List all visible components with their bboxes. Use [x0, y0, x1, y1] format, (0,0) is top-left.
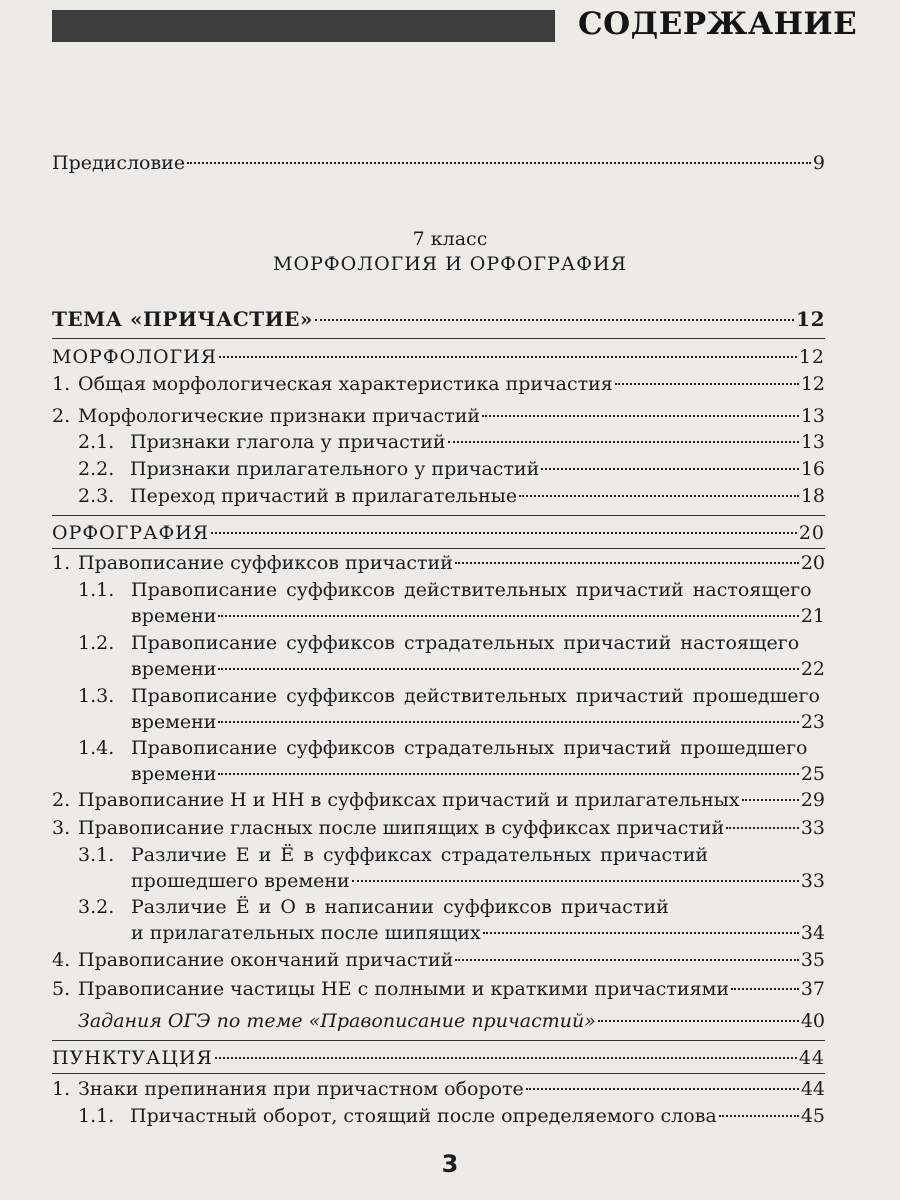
- toc-entry[interactable]: [52, 976, 825, 1002]
- header-bar: [52, 10, 555, 42]
- toc-entry-oge-tasks[interactable]: [78, 1008, 825, 1034]
- toc-entry-title: Предисловие: [52, 152, 186, 174]
- toc-entry-title: Задания ОГЭ по теме «Правописание причастий»: [78, 1010, 596, 1032]
- toc-entry-title-line1: Правописание суффиксов действительных причастий настоящего: [131, 579, 812, 601]
- toc-entry-title-line2: времени: [131, 763, 217, 785]
- toc-entry-page: 12: [798, 346, 825, 368]
- section-heading: МОРФОЛОГИЯ И ОРФОГРАФИЯ: [273, 253, 627, 275]
- divider: [52, 338, 825, 339]
- toc-entry-number: 1.1.: [78, 579, 115, 601]
- toc-entry-topic[interactable]: [52, 306, 825, 332]
- toc-entry-page: 33: [800, 870, 825, 892]
- toc-entry[interactable]: [131, 630, 825, 682]
- toc-entry[interactable]: [52, 947, 825, 973]
- toc-entry-page: 12: [796, 307, 825, 331]
- toc-entry-number: 2.: [52, 405, 71, 427]
- toc-entry-number: 1.4.: [78, 737, 115, 759]
- toc-entry[interactable]: [52, 815, 825, 841]
- toc-entry-page: 21: [800, 605, 825, 627]
- toc-entry-page: 23: [800, 711, 825, 733]
- dot-leader: [726, 827, 799, 829]
- toc-entry[interactable]: [131, 577, 825, 629]
- dot-leader: [219, 356, 797, 358]
- toc-entry-title: Переход причастий в прилагательные: [130, 485, 518, 507]
- toc-entry-title: Правописание частицы НЕ с полными и краткими причастиями: [78, 978, 730, 1000]
- dot-leader: [719, 1115, 799, 1117]
- toc-entry-title: Признаки глагола у причастий: [130, 431, 446, 453]
- toc-entry-page: 34: [800, 922, 825, 944]
- toc-entry-title-line1: Различие Ё и О в написании суффиксов причастий: [131, 896, 669, 918]
- toc-entry-title-line2: прошедшего времени: [131, 870, 350, 892]
- toc-entry-title-line1: Правописание суффиксов страдательных причастий настоящего: [131, 632, 800, 654]
- toc-entry-preface[interactable]: [52, 150, 825, 176]
- toc-entry-page: 35: [800, 949, 825, 971]
- dot-leader: [742, 799, 799, 801]
- toc-entry-number: 1.: [52, 1078, 71, 1100]
- toc-entry[interactable]: [131, 683, 825, 735]
- dot-leader: [218, 615, 798, 617]
- dot-leader: [483, 932, 799, 934]
- dot-leader: [215, 1057, 797, 1059]
- toc-entry[interactable]: [78, 483, 825, 509]
- toc-entry-page: 13: [800, 431, 825, 453]
- dot-leader: [211, 532, 797, 534]
- toc-entry-page: 13: [800, 405, 825, 427]
- toc-entry-number: 1.3.: [78, 685, 115, 707]
- dot-leader: [455, 562, 799, 564]
- toc-entry-title-line2: времени: [131, 658, 217, 680]
- toc-entry-page: 29: [800, 789, 825, 811]
- toc-entry[interactable]: [52, 550, 825, 576]
- toc-entry[interactable]: [52, 403, 825, 429]
- dot-leader: [218, 721, 798, 723]
- toc-entry-title: Знаки препинания при причастном обороте: [78, 1078, 524, 1100]
- dot-leader: [519, 495, 799, 497]
- toc-entry-title-line1: Правописание суффиксов действительных причастий прошедшего: [131, 685, 820, 707]
- toc-entry-title: Правописание окончаний причастий: [78, 949, 454, 971]
- toc-entry-page: 16: [800, 458, 825, 480]
- toc-entry-title: Правописание суффиксов причастий: [78, 552, 453, 574]
- toc-entry-page: 22: [800, 658, 825, 680]
- toc-entry-page: 12: [800, 373, 825, 395]
- toc-entry-number: 1.2.: [78, 632, 115, 654]
- toc-entry-title: Признаки прилагательного у причастий: [130, 458, 540, 480]
- dot-leader: [448, 441, 799, 443]
- toc-entry-page: 45: [800, 1105, 825, 1127]
- toc-entry-number: 5.: [52, 978, 71, 1000]
- divider: [52, 548, 825, 549]
- toc-entry-number: 1.: [52, 552, 71, 574]
- page-number: 3: [441, 1150, 459, 1178]
- toc-entry-page: 40: [800, 1010, 825, 1032]
- dot-leader: [615, 383, 799, 385]
- toc-entry[interactable]: [78, 456, 825, 482]
- dot-leader: [187, 162, 811, 164]
- toc-entry-title-line1: Различие Е и Ё в суффиксах страдательных причастий: [131, 844, 709, 866]
- toc-entry[interactable]: [78, 429, 825, 455]
- toc-entry-number: 2.1.: [78, 431, 115, 453]
- dot-leader: [526, 1088, 799, 1090]
- dot-leader: [218, 668, 798, 670]
- toc-entry[interactable]: [52, 787, 825, 813]
- dot-leader: [482, 415, 799, 417]
- toc-entry[interactable]: [52, 1076, 825, 1102]
- dot-leader: [218, 773, 798, 775]
- grade-heading: 7 класс: [412, 228, 488, 250]
- page-title: СОДЕРЖАНИЕ: [578, 6, 858, 42]
- dot-leader: [352, 880, 799, 882]
- toc-entry-page: 20: [798, 522, 825, 544]
- toc-entry-number: 2.2.: [78, 458, 115, 480]
- toc-entry-title-line2: времени: [131, 711, 217, 733]
- toc-entry[interactable]: [131, 842, 825, 894]
- toc-entry-number: 1.1.: [78, 1105, 115, 1127]
- divider: [52, 515, 825, 516]
- dot-leader: [731, 988, 799, 990]
- toc-entry[interactable]: [52, 371, 825, 397]
- divider: [52, 1073, 825, 1074]
- toc-entry-title: ОРФОГРАФИЯ: [52, 522, 210, 544]
- toc-entry-number: 3.1.: [78, 844, 115, 866]
- toc-entry-title: Правописание гласных после шипящих в суффиксах причастий: [78, 817, 725, 839]
- toc-entry-number: 3.: [52, 817, 71, 839]
- toc-entry-page: 44: [800, 1078, 825, 1100]
- toc-entry-number: 2.3.: [78, 485, 115, 507]
- toc-entry-number: 4.: [52, 949, 71, 971]
- toc-entry-number: 2.: [52, 789, 71, 811]
- divider: [52, 1040, 825, 1041]
- dot-leader: [541, 468, 799, 470]
- toc-entry-title: МОРФОЛОГИЯ: [52, 346, 218, 368]
- toc-entry-page: 33: [800, 817, 825, 839]
- toc-entry-title: ТЕМА «ПРИЧАСТИЕ»: [52, 307, 313, 331]
- toc-entry-title-line2: и прилагательных после шипящих: [131, 922, 481, 944]
- toc-entry-title: Общая морфологическая характеристика причастия: [78, 373, 613, 395]
- toc-entry-morphology[interactable]: [52, 344, 825, 370]
- toc-entry[interactable]: [131, 894, 825, 946]
- toc-entry-page: 25: [800, 763, 825, 785]
- toc-entry-page: 37: [800, 978, 825, 1000]
- dot-leader: [455, 959, 799, 961]
- toc-entry-title-line1: Правописание суффиксов страдательных причастий прошедшего: [131, 737, 808, 759]
- toc-entry-title: Морфологические признаки причастий: [78, 405, 481, 427]
- toc-entry-orthography[interactable]: [52, 520, 825, 546]
- toc-entry[interactable]: [78, 1103, 825, 1129]
- toc-entry-page: 9: [812, 152, 825, 174]
- toc-entry-page: 20: [800, 552, 825, 574]
- toc-entry-title: ПУНКТУАЦИЯ: [52, 1047, 213, 1069]
- toc-entry-title: Причастный оборот, стоящий после определяемого слова: [130, 1105, 717, 1127]
- dot-leader: [315, 319, 794, 321]
- toc-entry-page: 44: [798, 1047, 825, 1069]
- toc-entry-title-line2: времени: [131, 605, 217, 627]
- toc-entry-title: Правописание Н и НН в суффиксах причастий и прилагательных: [78, 789, 740, 811]
- toc-entry-number: 1.: [52, 373, 71, 395]
- toc-entry-page: 18: [800, 485, 825, 507]
- toc-entry-number: 3.2.: [78, 896, 115, 918]
- dot-leader: [598, 1020, 799, 1022]
- toc-entry[interactable]: [131, 735, 825, 787]
- toc-entry-punctuation[interactable]: [52, 1045, 825, 1071]
